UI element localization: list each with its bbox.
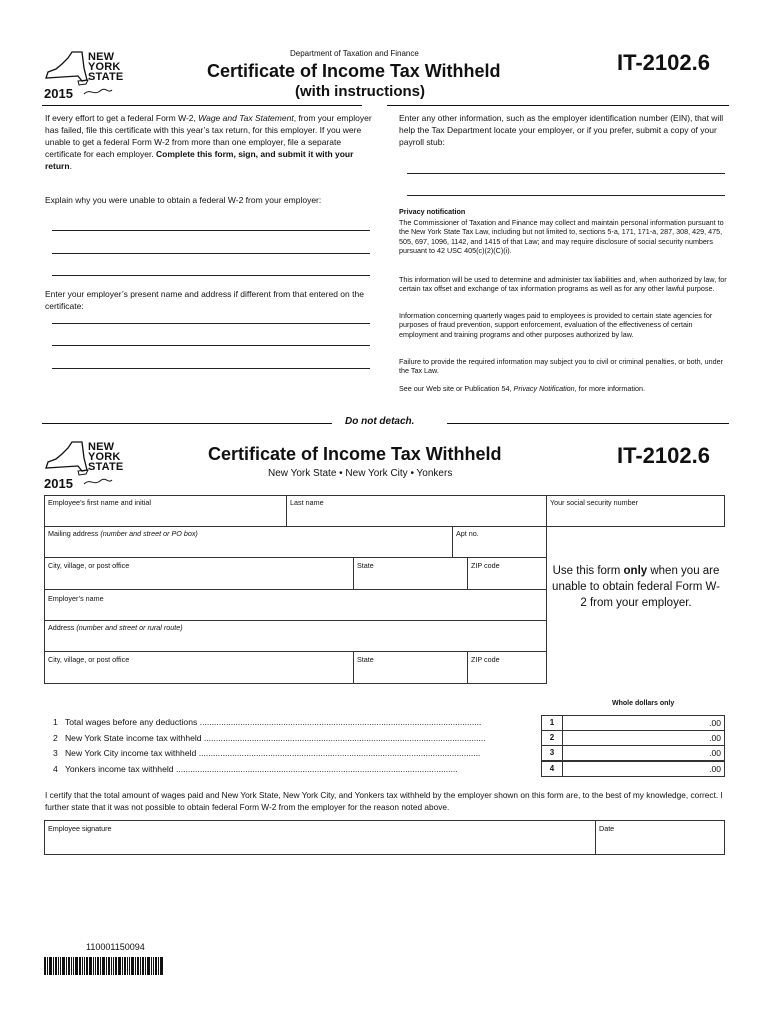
privacy-paragraph-4: Failure to provide the required information may subject you to civil or criminal penalties, or both, under the Tax Law. xyxy=(399,357,723,376)
use-form-notice: Use this form only when you are unable to obtain federal Form W-2 from your employer. xyxy=(552,565,720,609)
mailing-address-field[interactable]: Mailing address (number and street or PO box) xyxy=(44,526,453,558)
employer-zip-field[interactable]: ZIP code xyxy=(467,651,547,684)
line-1-box-number: 1 xyxy=(541,715,563,731)
nys-logo-certificate xyxy=(42,440,132,490)
ssn-field[interactable]: Your social security number xyxy=(546,495,725,527)
explain-prompt: Explain why you were unable to obtain a federal W-2 from your employer: xyxy=(45,195,322,205)
privacy-paragraph-1: The Commissioner of Taxation and Finance may collect and maintain personal information pursuant to the New York State Tax Law, including but not limited to, sections 5-a, 171, 171-a, 287, 308, 429, 475, 505, 697, 1096, 1142, and 1415 of that Law; and may require disclosure of social security numbers pursuant to 42 USC 405(c)(2)(C)(i). xyxy=(399,218,724,256)
logo-year: 2015 xyxy=(44,476,73,491)
line-4-label: 4 Yonkers income tax withheld ...................................................................................................................... xyxy=(53,764,458,774)
do-not-detach: Do not detach. xyxy=(345,416,415,427)
city-field[interactable]: City, village, or post office xyxy=(44,557,354,590)
new-york-state-map-icon xyxy=(42,50,90,90)
employer-address-line-2[interactable] xyxy=(52,345,370,346)
other-info-line-1[interactable] xyxy=(407,173,725,174)
page-subtitle: (with instructions) xyxy=(295,83,425,100)
employer-city-field[interactable]: City, village, or post office xyxy=(44,651,354,684)
line-3-label: 3 New York City income tax withheld ...................................................................................................................... xyxy=(53,748,481,758)
explain-line-1[interactable] xyxy=(52,230,370,231)
line-2-label: 2 New York State income tax withheld ...................................................................................................................... xyxy=(53,733,486,743)
whole-dollars-note: Whole dollars only xyxy=(612,700,675,707)
scan-code-number: 110001150094 xyxy=(86,942,145,952)
employer-address-prompt: Enter your employer’s present name and address if different from that entered on the certificate: xyxy=(45,289,364,311)
explain-line-2[interactable] xyxy=(52,253,370,254)
employer-state-field[interactable]: State xyxy=(353,651,468,684)
employer-address-field[interactable]: Address (number and street or rural route) xyxy=(44,620,547,652)
last-name-field[interactable]: Last name xyxy=(286,495,547,527)
new-york-state-map-icon xyxy=(42,440,90,480)
jurisdictions: New York State • New York City • Yonkers xyxy=(268,468,453,479)
other-info-prompt: Enter any other information, such as the employer identification number (EIN), that will help the Tax Department locate your employer, or if you prefer, submit a copy of your payroll stub: xyxy=(399,113,724,147)
signature-flourish-icon xyxy=(82,476,114,488)
certificate-form-number: IT-2102.6 xyxy=(617,443,710,468)
line-2-amount-field[interactable]: .00 xyxy=(562,730,725,746)
other-info-line-2[interactable] xyxy=(407,195,725,196)
privacy-paragraph-5: See our Web site or Publication 54, Privacy Notification, for more information. xyxy=(399,384,645,393)
privacy-heading: Privacy notification xyxy=(399,207,466,216)
logo-wordmark: NEW YORK STATE xyxy=(88,51,124,83)
logo-wordmark: NEW YORK STATE xyxy=(88,441,124,473)
certificate-title: Certificate of Income Tax Withheld xyxy=(208,444,502,464)
logo-year: 2015 xyxy=(44,86,73,101)
employee-signature-field[interactable]: Employee signature xyxy=(44,820,596,855)
employer-address-line-3[interactable] xyxy=(52,368,370,369)
line-2-box-number: 2 xyxy=(541,730,563,746)
certification-statement: I certify that the total amount of wages paid and New York State, New York City, and Yonkers tax withheld by the employer shown on this form are, to the best of my knowledge, correct. I further state that it was not possible to obtain federal Form W-2 from the employer for the reason noted above. xyxy=(45,790,723,812)
privacy-paragraph-3: Information concerning quarterly wages paid to employees is provided to certain state agencies for purposes of fraud prevention, support enforcement, evaluation of the effectiveness of certain employment and training programs and other purposes authorized by law. xyxy=(399,311,713,339)
line-4-box-number: 4 xyxy=(541,761,563,777)
line-4-amount-field[interactable]: .00 xyxy=(562,761,725,777)
line-1-label: 1 Total wages before any deductions ...................................................................................................................... xyxy=(53,717,482,727)
explain-line-3[interactable] xyxy=(52,275,370,276)
department-name: Department of Taxation and Finance xyxy=(290,49,419,58)
date-field[interactable]: Date xyxy=(595,820,725,855)
line-3-box-number: 3 xyxy=(541,745,563,761)
instructions-paragraph: If every effort to get a federal Form W-2, Wage and Tax Statement, from your employer has failed, file this certificate with this year’s tax return, for this employer. If you were unable to get a federal Form W-2 from more than one employer, file a separate certificate for each employer. Complete this form, sign, and submit it with your return. xyxy=(45,113,372,171)
barcode xyxy=(44,957,194,975)
privacy-paragraph-2: This information will be used to determine and administer tax liabilities and, when authorized by law, for certain tax offset and exchange of tax information programs as well as for any other lawful purpose. xyxy=(399,275,727,294)
zip-code-field[interactable]: ZIP code xyxy=(467,557,547,590)
nys-logo xyxy=(42,50,132,100)
line-3-amount-field[interactable]: .00 xyxy=(562,745,725,761)
employer-name-field[interactable]: Employer’s name xyxy=(44,589,547,621)
page-title: Certificate of Income Tax Withheld xyxy=(207,61,501,81)
first-name-field[interactable]: Employee’s first name and initial xyxy=(44,495,287,527)
signature-flourish-icon xyxy=(82,86,114,98)
employer-address-line-1[interactable] xyxy=(52,323,370,324)
form-number: IT-2102.6 xyxy=(617,50,710,75)
state-field[interactable]: State xyxy=(353,557,468,590)
line-1-amount-field[interactable]: .00 xyxy=(562,715,725,731)
apt-number-field[interactable]: Apt no. xyxy=(452,526,547,558)
